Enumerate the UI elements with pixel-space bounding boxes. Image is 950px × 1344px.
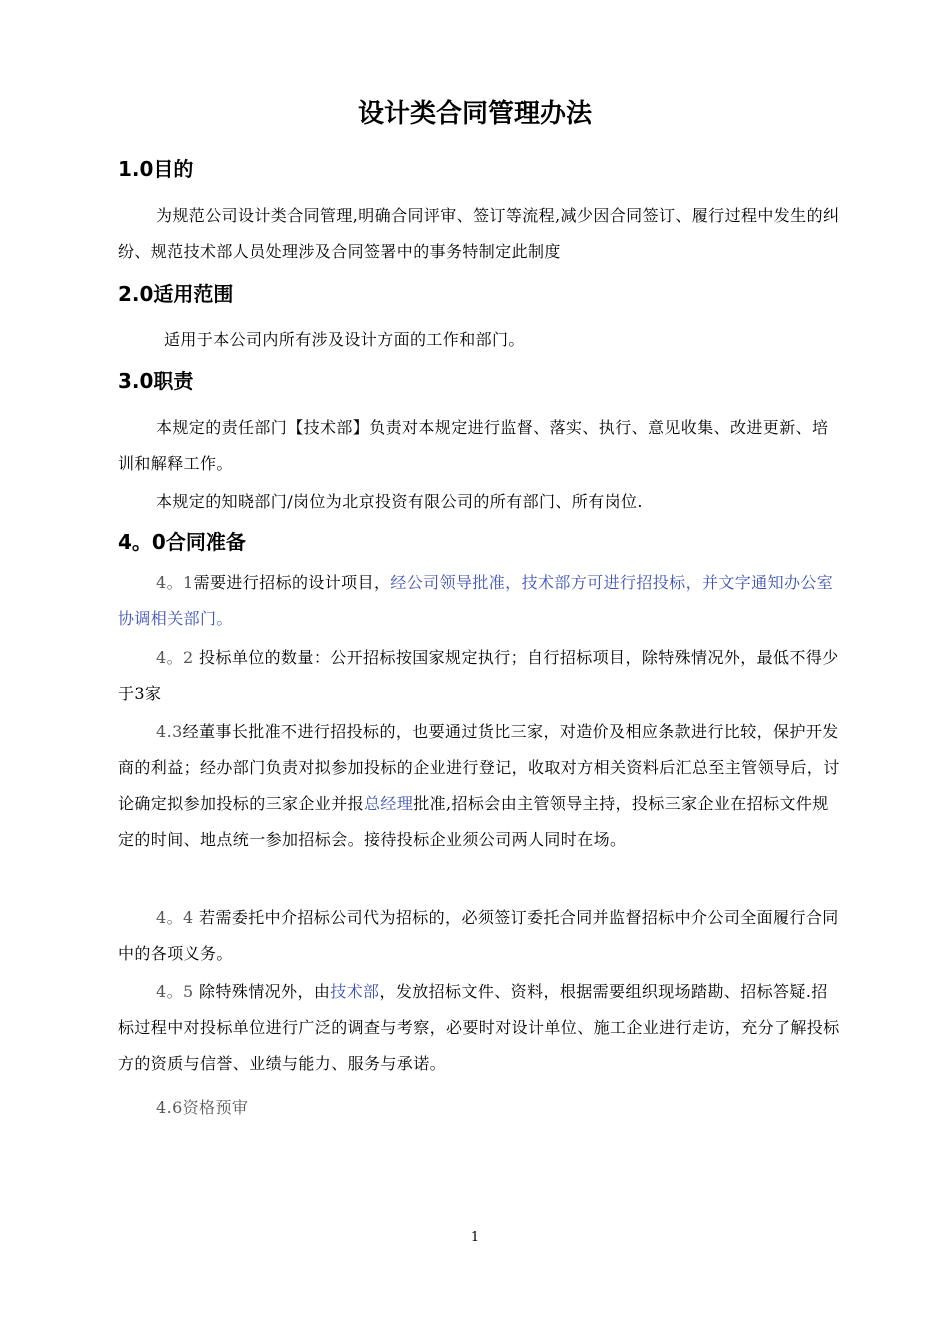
item-4-4-number: 4。4 [156, 908, 194, 927]
item-4-2 [118, 640, 842, 712]
item-4-1-highlight: 经公司领导批准，技术部方可进行招投标，并文字通知办公室协调相关部门。 [118, 573, 834, 628]
section-3-paragraph-1: 本规定的责任部门【技术部】负责对本规定进行监督、落实、执行、意见收集、改进更新、培训和解释工作。 [118, 418, 829, 473]
section-4-heading: 4。0合同准备 [118, 530, 246, 554]
item-4-3-number: 4.3 [156, 722, 183, 741]
section-2-paragraph: 适用于本公司内所有涉及设计方面的工作和部门。 [164, 330, 525, 349]
item-4-4-text: 若需委托中介招标公司代为招标的，必须签订委托合同并监督招标中介公司全面履行合同中的各项义务。 [118, 908, 839, 963]
section-3-paragraph-2: 本规定的知晓部门/岗位为北京投资有限公司的所有部门、所有岗位. [156, 492, 643, 511]
item-4-3 [118, 714, 842, 858]
item-4-5-number: 4。5 [156, 982, 194, 1001]
item-4-2-text: 投标单位的数量：公开招标按国家规定执行；自行招标项目，除特殊情况外，最低不得少于3家 [118, 648, 839, 703]
item-4-3-text-a: 经董事长批准不进行招投标的，也要通过货比三家，对造价及相应条款进行比较，保护开发商的利益；经办部门负责对拟参加投标的企业进行登记，收取对方相关资料后汇总至主管领导后，讨论确定拟参加投标的三家企业并报 [118, 722, 840, 813]
item-4-4 [118, 900, 842, 972]
item-4-5-text-a: 除特殊情况外，由 [193, 982, 331, 1001]
item-4-1 [118, 565, 842, 637]
item-4-2-number: 4。2 [156, 648, 194, 667]
page-number: 1 [470, 1230, 480, 1245]
item-4-5-highlight: 技术部 [330, 982, 380, 1001]
section-1-heading: 1.0目的 [118, 157, 194, 181]
item-4-1-number: 4。1 [156, 573, 194, 592]
item-4-3-highlight: 总经理 [364, 794, 414, 813]
item-4-3-text-c: 批准,招标会由主管领导主持，投标三家企业在招标文件规定的时间、地点统一参加招标会。接待投标企业须公司两人同时在场。 [118, 794, 829, 849]
item-4-1-text: 需要进行招标的设计项目， [193, 573, 391, 592]
document-title: 设计类合同管理办法 [357, 99, 592, 129]
section-3-heading: 3.0职责 [118, 369, 194, 393]
item-4-6: 4.6资格预审 [156, 1098, 249, 1117]
item-4-5 [118, 974, 842, 1082]
section-1-paragraph: 为规范公司设计类合同管理,明确合同评审、签订等流程,减少因合同签订、履行过程中发生的纠纷、规范技术部人员处理涉及合同签署中的事务特制定此制度 [118, 206, 840, 261]
item-4-5-text-c: ，发放招标文件、资料，根据需要组织现场踏勘、招标答疑.招标过程中对投标单位进行广泛的调查与考察，必要时对设计单位、施工企业进行走访，充分了解投标方的资质与信誉、业绩与能力、服务与承诺。 [118, 982, 840, 1073]
section-2-heading: 2.0适用范围 [118, 282, 234, 306]
